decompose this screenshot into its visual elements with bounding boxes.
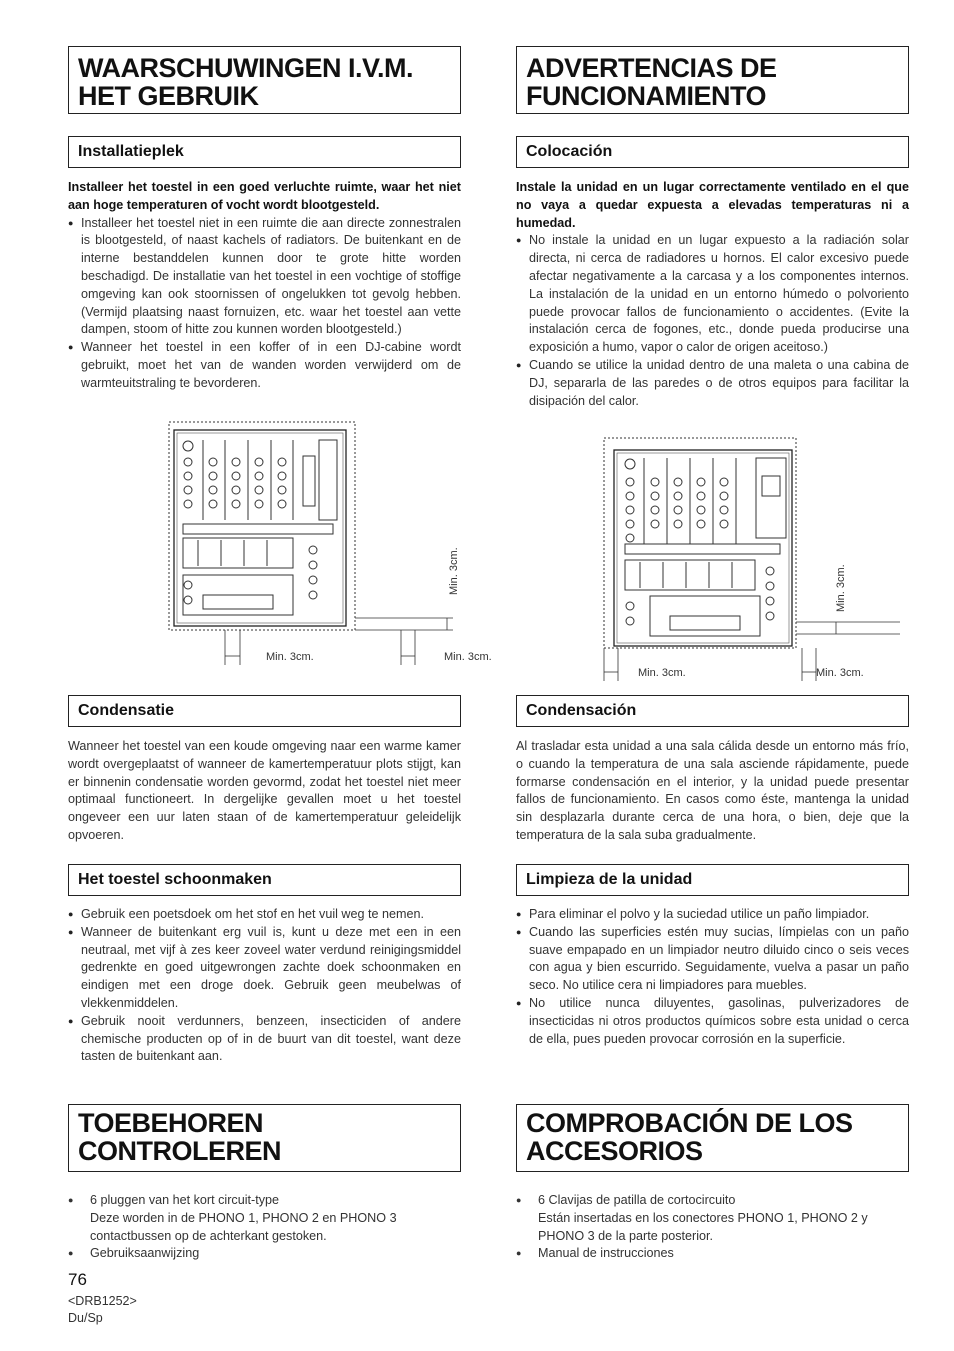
list-item: ● Gebruiksaanwijzing <box>68 1245 461 1263</box>
clearance-label-left: Min. 3cm. <box>266 651 314 663</box>
cleaning-heading: Het toestel schoonmaken <box>68 864 461 896</box>
accessories-title: TOEBEHOREN CONTROLEREN <box>68 1104 461 1172</box>
installation-heading: Installatieplek <box>68 136 461 168</box>
mixer-diagram-svg <box>153 420 492 665</box>
list-item: ● Cuando las superficies estén muy sucias, límpielas con un paño suave empapado en un limpiador neutro diluido cinco o seis veces con agua y bien escurrido. Seguidamente, vuelva a pasar un paño seco. No utilice cera ni limpiadores para muebles. <box>516 924 909 995</box>
page-number: 76 <box>68 1270 87 1289</box>
clearance-label-right: Min. 3cm. <box>816 667 864 679</box>
list-item: ● Gebruik nooit verdunners, benzeen, insecticiden of andere chemische producten op of in de buurt van dit toestel, want deze tasten de buitenkant aan. <box>68 1013 461 1066</box>
language-code: Du/Sp <box>68 1311 103 1325</box>
accessories-list-wrap <box>68 1192 461 1263</box>
clearance-diagram <box>153 420 492 665</box>
accessory-note: Deze worden in de PHONO 1, PHONO 2 en PHONO 3 contactbussen op de achterkant gestoken. <box>90 1210 397 1243</box>
cleaning-body <box>516 906 909 1048</box>
condensation-heading: Condensatie <box>68 695 461 727</box>
installation-heading: Colocación <box>516 136 909 168</box>
clearance-label-back: Min. 3cm. <box>448 547 460 595</box>
installation-intro: Instale la unidad en un lugar correctamente ventilado en el que no vaya a quedar expuesta a elevadas temperaturas ni a humedad. <box>516 180 909 230</box>
section-title: ADVERTENCIAS DE FUNCIONAMIENTO <box>516 46 909 114</box>
condensation-text: Wanneer het toestel van een koude omgeving naar een warme kamer wordt overgeplaatst of wanneer de kamertemperatuur plots stijgt, kan er binnenin condensatie worden gevormd, zodat het toestel niet meer optimaal functioneert. In dergelijke gevallen moet u het toestel ongeveer een uur laten staan of de kamertemperatuur geleidelijk opvoeren. <box>68 739 461 842</box>
list-item <box>516 1192 909 1245</box>
cleaning-body <box>68 906 461 1066</box>
condensation-heading: Condensación <box>516 695 909 727</box>
mixer-diagram-svg <box>600 436 900 681</box>
section-title: WAARSCHUWINGEN I.V.M. HET GEBRUIK <box>68 46 461 114</box>
installation-body <box>68 179 461 393</box>
installation-body <box>516 179 909 410</box>
clearance-diagram <box>600 436 900 681</box>
list-item: ● Manual de instrucciones <box>516 1245 909 1263</box>
clearance-label-left: Min. 3cm. <box>638 667 686 679</box>
condensation-text: Al trasladar esta unidad a una sala cálida desde un entorno más frío, o cuando la temperatura de una sala asciende rápidamente, puede formarse condensación en el interior, y la unidad puede presentar fallos de funcionamiento. En casos como éste, mantenga la unidad sin desplazarla durante cerca de una hora, o bien, deje que la temperatura de la sala suba gradualmente. <box>516 739 909 842</box>
list-item: ● Wanneer de buitenkant erg vuil is, kunt u deze met een in een neutraal, met vijf à zes keer zoveel water verdund reinigingsmiddel gedrenkte en goed uitgewrongen zachte doek schoonmaken en eindigen met een droge doek. Gebruik geen meubelwas of vlekkenmiddelen. <box>68 924 461 1013</box>
accessories-list-wrap <box>516 1192 909 1263</box>
document-code: <DRB1252> <box>68 1294 137 1308</box>
installation-intro: Installeer het toestel in een goed verluchte ruimte, waar het niet aan hoge temperaturen of vocht wordt blootgesteld. <box>68 180 461 212</box>
accessories-title: COMPROBACIÓN DE LOS ACCESORIOS <box>516 1104 909 1172</box>
accessory-note: Están insertadas en los conectores PHONO 1, PHONO 2 y PHONO 3 de la parte posterior. <box>538 1210 868 1243</box>
accessory-name: ● 6 pluggen van het kort circuit-type <box>90 1193 280 1207</box>
list-item: ● Para eliminar el polvo y la suciedad utilice un paño limpiador. <box>516 906 909 924</box>
accessory-name: ● 6 Clavijas de patilla de cortocircuito <box>538 1193 736 1207</box>
clearance-label-right: Min. 3cm. <box>444 651 492 663</box>
list-item: ● No instale la unidad en un lugar expuesto a la radiación solar directa, ni cerca de radiadores u hornos. El calor excesivo puede afectar negativamente a la carcasa y a los componentes internos. La instalación de la unidad en un entorno húmedo o polvoriento puede provocar fallos de funcionamiento o accidentes. (Evite la instalación cerca de fogones, etc., donde pueda producirse una exposición a humo, vapor o calor de origen aceitoso.) <box>516 232 909 357</box>
list-item <box>68 1192 461 1245</box>
list-item: ● Gebruik een poetsdoek om het stof en het vuil weg te nemen. <box>68 906 461 924</box>
cleaning-heading: Limpieza de la unidad <box>516 864 909 896</box>
list-item: ● Cuando se utilice la unidad dentro de una maleta o una cabina de DJ, separarla de las paredes o de otros equipos para facilitar la disipación del calor. <box>516 357 909 410</box>
list-item: ● No utilice nunca diluyentes, gasolinas, pulverizadores de insecticidas ni otros productos químicos sobre esta unidad o cerca de ella, pues pueden provocar corrosión en la superficie. <box>516 995 909 1048</box>
list-item: ● Wanneer het toestel in een koffer of in een DJ-cabine wordt gebruikt, moet het van de wanden worden verwijderd om de warmteuitstraling te bevorderen. <box>68 339 461 392</box>
list-item: ● Installeer het toestel niet in een ruimte die aan directe zonnestralen is blootgesteld, of naast kachels of radiators. De buitenkant en de interne bestanddelen kunnen door te grote hitte worden beschadigd. De installatie van het toestel in een vochtige of stoffige omgeving kan ook stoornissen of ongelukken tot gevolg hebben. (Vermijd plaatsing naast fornuizen, etc. waar het toestel aan vette dampen, stoom of hitte zou kunnen worden blootgesteld.) <box>68 215 461 340</box>
clearance-label-back: Min. 3cm. <box>835 564 847 612</box>
